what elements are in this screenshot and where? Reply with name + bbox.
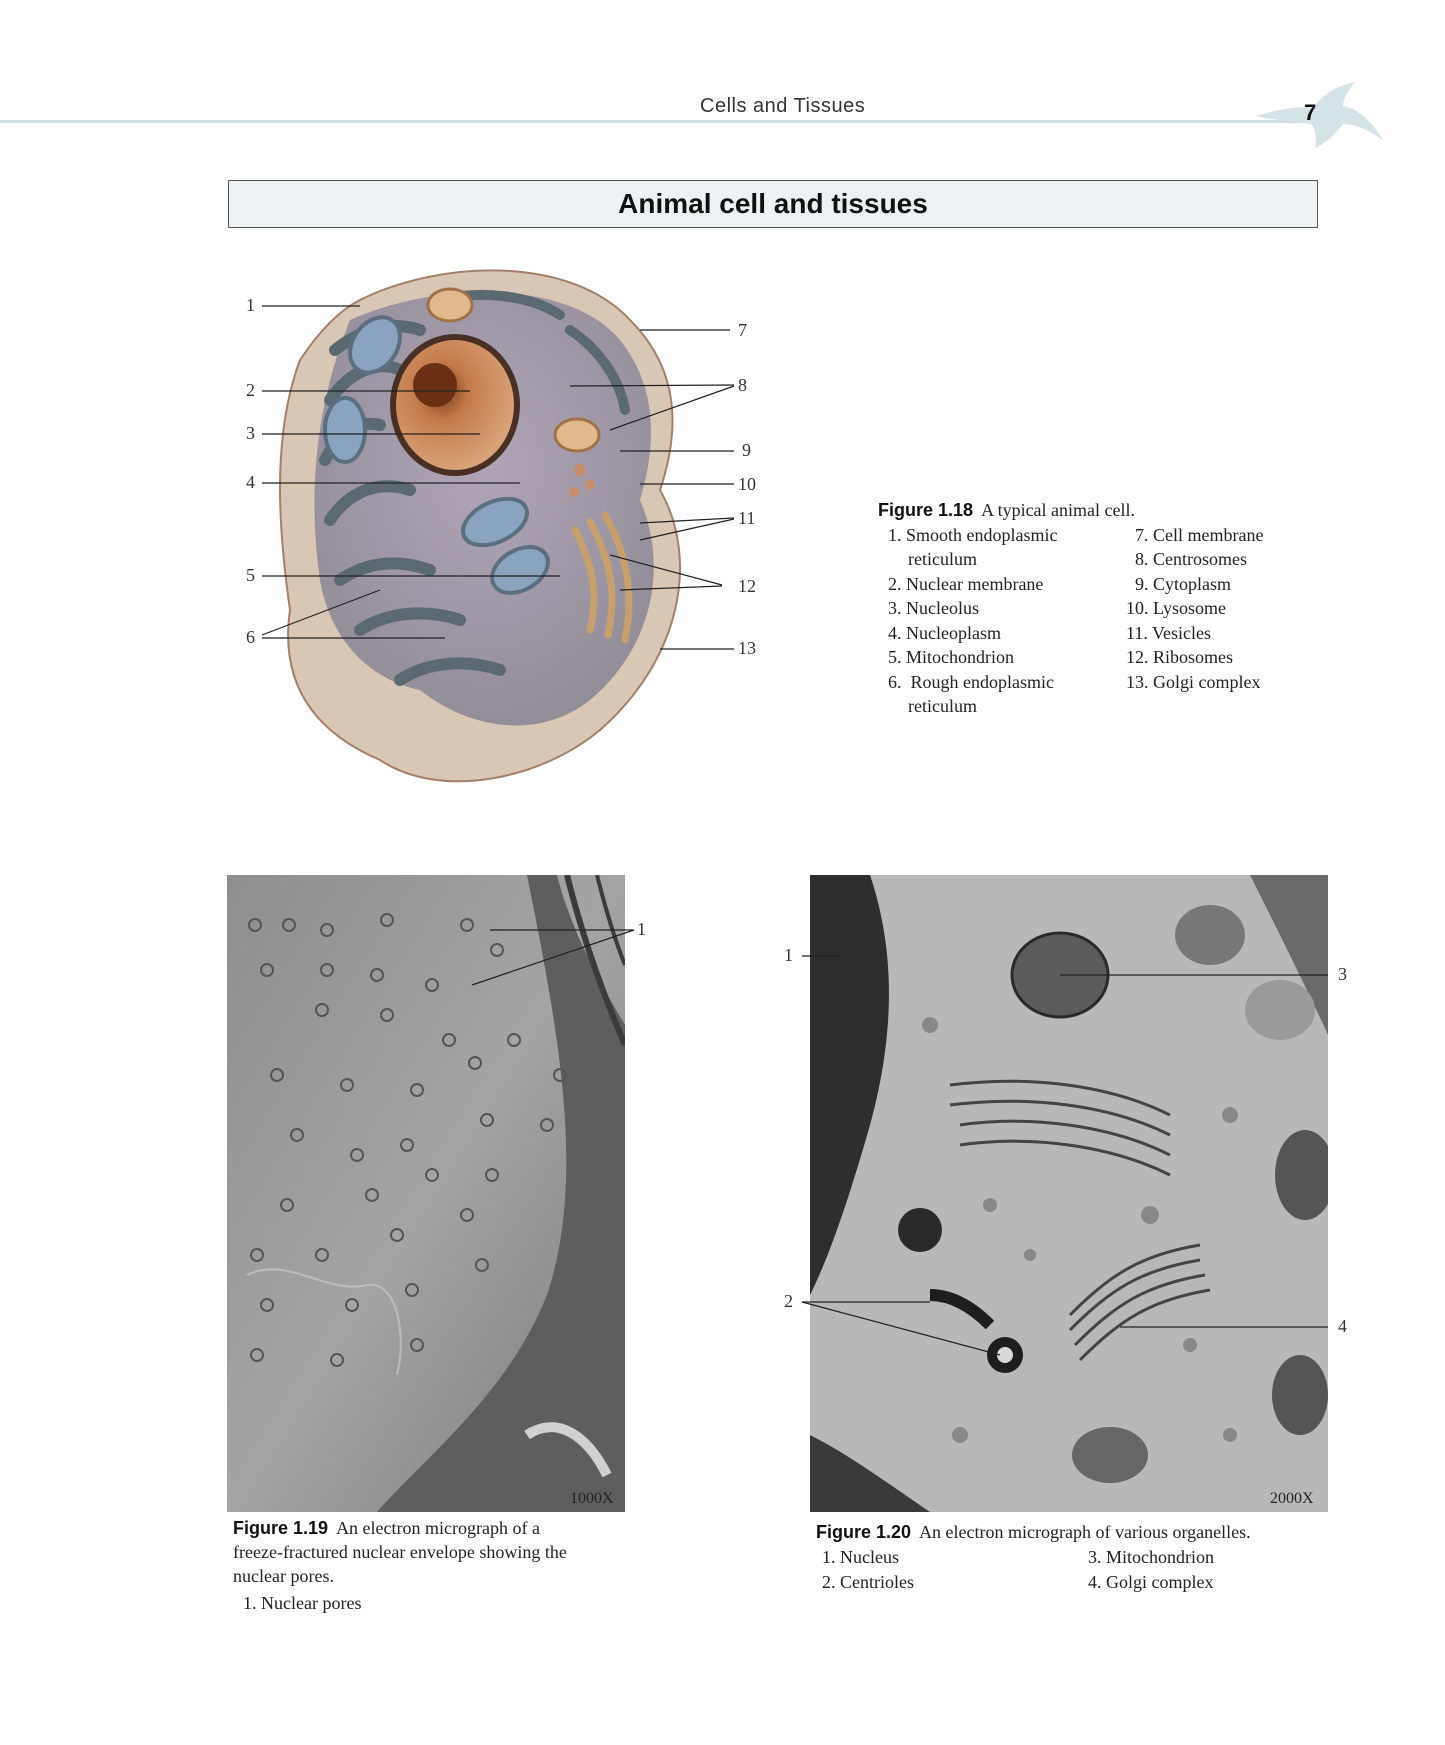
magnification-label: 2000X xyxy=(1270,1490,1314,1507)
legend-item: 8. Centrosomes xyxy=(1135,549,1247,569)
magnification-label: 1000X xyxy=(570,1490,614,1507)
callout-5: 5 xyxy=(246,565,255,585)
legend-item-continued: reticulum xyxy=(908,549,977,569)
figure-1-18-caption-text: A typical animal cell. xyxy=(981,500,1136,520)
callout-11: 11 xyxy=(738,508,756,528)
figure-1-20-caption: Figure 1.20 An electron micrograph of various organelles. xyxy=(816,1522,1251,1542)
figure-1-19-caption: Figure 1.19 An electron micrograph of a freeze-fractured nuclear envelope showing the nuclear pores. 1. Nuclear pores xyxy=(233,1516,633,1615)
callout-12: 12 xyxy=(738,576,756,596)
callout-2: 2 xyxy=(246,380,255,400)
section-title: Animal cell and tissues xyxy=(618,188,928,219)
callout-9: 9 xyxy=(742,440,751,460)
legend-item: 2. Centrioles xyxy=(822,1572,914,1592)
figure-1-18-label: Figure 1.18 xyxy=(878,500,974,520)
callout-1: 1 xyxy=(246,295,255,315)
legend-item: 1. Smooth endoplasmic xyxy=(888,525,1058,545)
legend-item: 6. Rough endoplasmic xyxy=(888,672,1054,692)
legend-item: 7. Cell membrane xyxy=(1135,525,1264,545)
callout-13: 13 xyxy=(738,638,756,658)
legend-item: 9. Cytoplasm xyxy=(1135,574,1232,594)
legend-item: 4. Nucleoplasm xyxy=(888,623,1001,643)
legend-item: 5. Mitochondrion xyxy=(888,647,1014,667)
legend-item: 3. Mitochondrion xyxy=(1088,1547,1214,1567)
callout-1: 1 xyxy=(784,945,793,965)
callout-7: 7 xyxy=(738,320,747,340)
callout-1: 1 xyxy=(637,919,646,939)
legend-item: 13. Golgi complex xyxy=(1126,672,1261,692)
callout-3: 3 xyxy=(1338,964,1347,984)
legend-item: 3. Nucleolus xyxy=(888,598,979,618)
callout-10: 10 xyxy=(738,474,756,494)
figure-1-19-legend: 1. Nuclear pores xyxy=(243,1593,362,1613)
legend-item: 12. Ribosomes xyxy=(1126,647,1234,667)
callout-4: 4 xyxy=(1338,1316,1347,1336)
callout-2: 2 xyxy=(784,1291,793,1311)
legend-item: 11. Vesicles xyxy=(1126,623,1212,643)
legend-item: 10. Lysosome xyxy=(1126,598,1227,618)
callout-8: 8 xyxy=(738,375,747,395)
callout-3: 3 xyxy=(246,423,255,443)
legend-item: 2. Nuclear membrane xyxy=(888,574,1044,594)
callout-6: 6 xyxy=(246,627,255,647)
figure-1-20-label: Figure 1.20 xyxy=(816,1522,912,1542)
running-head: Cells and Tissues xyxy=(700,95,866,117)
legend-item: 1. Nucleus xyxy=(822,1547,899,1567)
callout-4: 4 xyxy=(246,472,255,492)
figure-1-19-label: Figure 1.19 xyxy=(233,1518,329,1538)
page-number: 7 xyxy=(1304,100,1317,125)
legend-item: 4. Golgi complex xyxy=(1088,1572,1214,1592)
legend-item-continued: reticulum xyxy=(908,696,977,716)
